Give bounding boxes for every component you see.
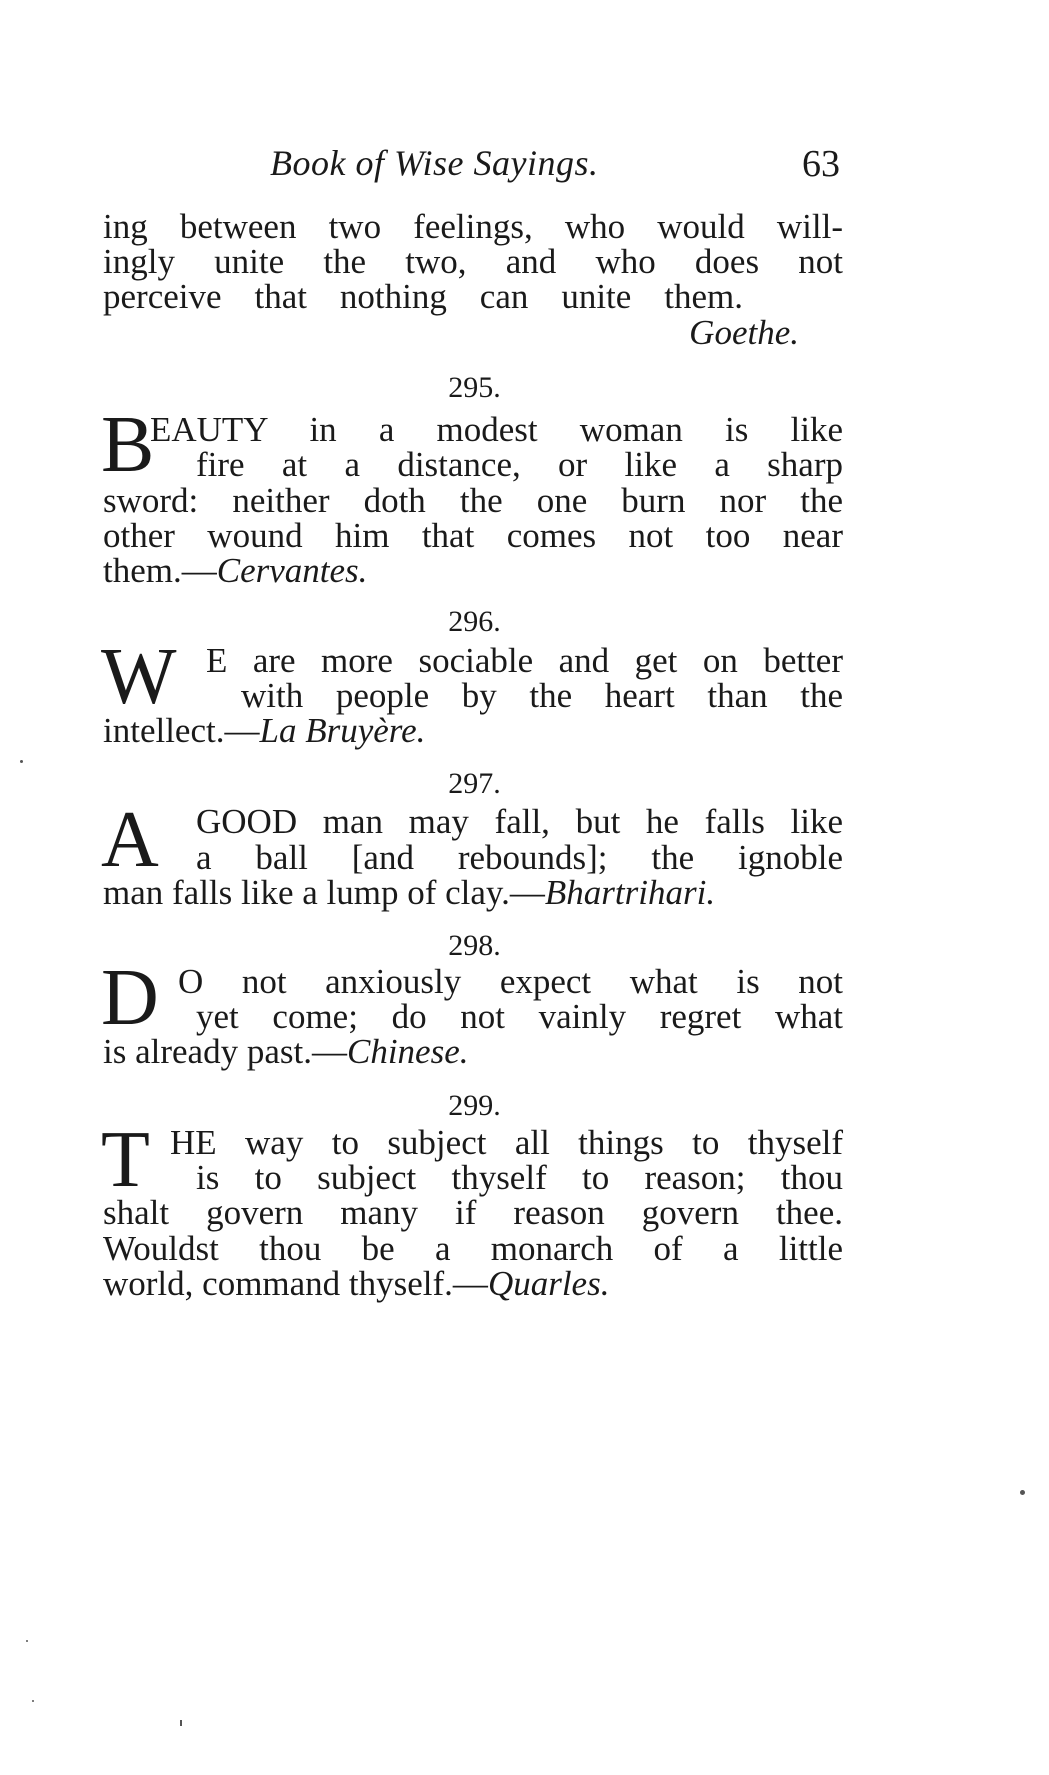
attribution: Bhartrihari. [544,873,716,912]
last-line [103,711,843,750]
scan-speck [20,760,23,763]
text-line: a ball [and rebounds]; the ignoble [196,838,843,877]
attribution: Quarles. [487,1264,610,1303]
last-line [103,873,843,912]
running-header [270,142,850,192]
text-line: EAUTY in a modest woman is like [150,410,843,449]
saying-number: 298. [448,929,501,962]
text-fragment: is already past.— [103,1032,347,1071]
attribution: Chinese. [346,1032,469,1071]
text-line: O not anxiously expect what is not [178,962,843,1001]
attribution: Cervantes. [216,551,368,590]
text-fragment: intellect.— [103,711,260,750]
page-number: 63 [802,143,840,185]
text-line: with people by the heart than the [241,676,843,715]
text-line: ing between two feelings, who would will- [103,207,843,246]
last-line [103,1264,843,1303]
drop-cap: A [101,796,159,884]
text-line: HE way to subject all things to thyself [170,1123,843,1162]
running-title: Book of Wise Sayings. [270,143,599,183]
drop-cap: B [101,401,155,489]
text-line: Wouldst thou be a monarch of a little [103,1229,843,1268]
scan-speck [26,1640,28,1642]
text-fragment: them.— [103,551,217,590]
drop-cap: T [101,1116,150,1204]
text-line: is to subject thyself to reason; thou [196,1158,843,1197]
scan-speck [1020,1490,1025,1495]
text-line: E are more sociable and get on better [206,641,843,680]
saying-number: 299. [448,1089,501,1122]
scan-speck [32,1700,34,1702]
scan-speck [180,1720,182,1726]
saying-number: 295. [448,371,501,404]
text-line: sword: neither doth the one burn nor the [103,481,843,520]
last-line [103,1032,843,1071]
attribution: Goethe. [689,313,799,352]
text-line: perceive that nothing can unite them. [103,277,743,316]
saying-number: 296. [448,605,501,638]
text-line: shalt govern many if reason govern thee. [103,1193,843,1232]
saying-number: 297. [448,767,501,800]
text-line: fire at a distance, or like a sharp [196,445,843,484]
text-fragment: world, command thyself.— [103,1264,488,1303]
text-fragment: man falls like a lump of clay.— [103,873,545,912]
drop-cap: D [101,954,159,1042]
text-line: ingly unite the two, and who does not [103,242,843,281]
text-line: GOOD man may fall, but he falls like [196,802,843,841]
last-line [103,551,843,590]
text-line: other wound him that comes not too near [103,516,843,555]
attribution: La Bruyère. [259,711,426,750]
drop-cap: W [101,633,177,721]
text-line: yet come; do not vainly regret what [196,997,843,1036]
